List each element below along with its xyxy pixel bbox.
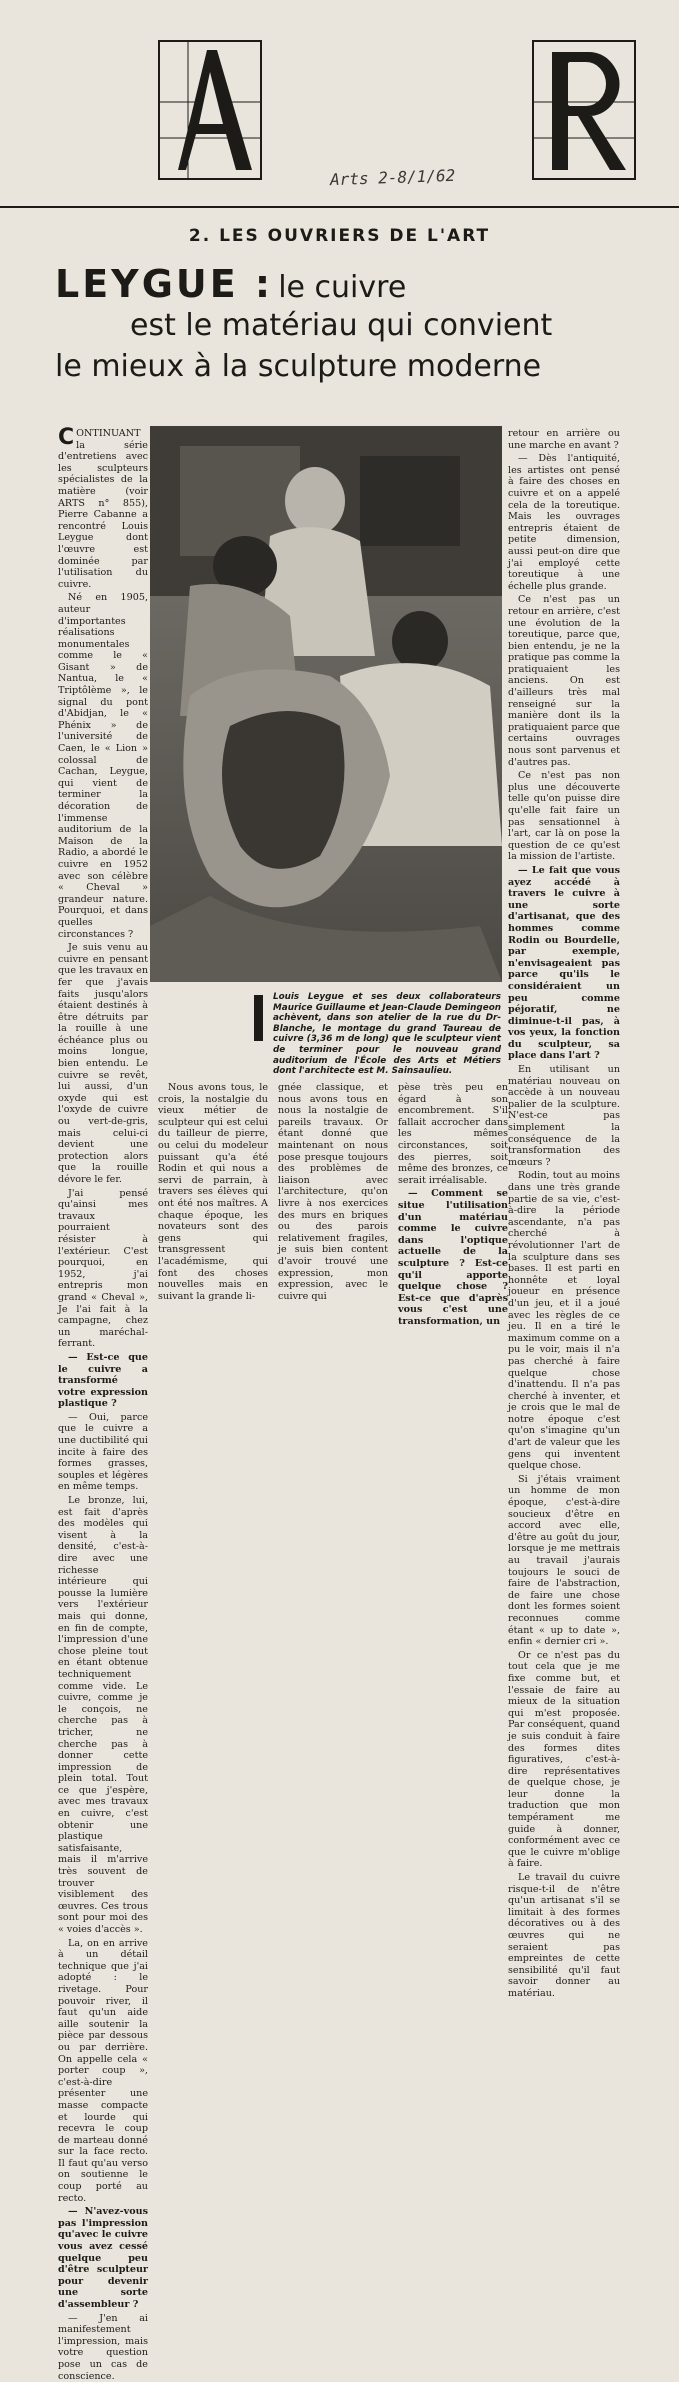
article-column-bottom-2 <box>278 1082 388 1302</box>
headline-name: LEYGUE : <box>55 262 274 306</box>
photo-caption: Louis Leygue et ses deux collaborateurs Maurice Guillaume et Jean-Claude Demingeon achèvent, dans son atelier de la rue du Dr-Blanche, le montage du grand Taureau de cuivre (3,36 m de long) que le sculpteur vient de terminer pour le nouveau grand auditorium de l'École des Arts et Métiers dont l'architecte est M. Sainsaulieu. <box>273 992 501 1077</box>
paragraph: retour en arrière ou une marche en avant ? <box>508 428 620 451</box>
paragraph: gnée classique, et nous avons tous en nous la nostalgie de pareils travaux. Or étant donné que maintenant on nous pose presque toujours des problèmes de liaison avec l'architecture, qu'on livre à nos exercices des murs en briques ou des parois relativement fragiles, je suis bien content d'avoir trouvé une expression, mon expression, avec le cuivre qui <box>278 1082 388 1302</box>
paragraph: — Oui, parce que le cuivre a une ductibilité qui incite à faire des formes grasses, souples et légères en même temps. <box>58 1411 148 1493</box>
handwritten-date-note: Arts 2-8/1/62 <box>329 165 456 190</box>
interview-question: — Est-ce que le cuivre a transformé votre expression plastique ? <box>58 1351 148 1410</box>
photo-illustration <box>150 426 502 982</box>
headline-line-3: le mieux à la sculpture moderne <box>55 349 542 384</box>
masthead-divider <box>0 206 679 208</box>
paragraph: La, on en arrive à un détail technique que j'ai adopté : le rivetage. Pour pouvoir river, il faut qu'un aide aille soutenir la pièce par dessous ou par derrière. On appelle cela « porter coup », c'est-à-dire présenter une masse compacte et lourde qui recevra le coup de marteau donné sur la face recto. Il faut qu'au verso on soutienne le coup porté au recto. <box>58 1937 148 2204</box>
paragraph: En utilisant un matériau nouveau on accède à un nouveau palier de la sculpture. N'est-ce pas simplement la conséquence de la transformation des mœurs ? <box>508 1064 620 1168</box>
paragraph: pèse très peu en égard à son encombrement. S'il fallait accrocher dans les mêmes circonstances, soit des pierres, soit même des bronzes, ce serait irréalisable. <box>398 1082 508 1186</box>
paragraph: — Dès l'antiquité, les artistes ont pensé à faire des choses en cuivre et on a appelé cela de la toreutique. Mais les ouvrages entrepris étaient de petite dimension, aussi peut-on dire que j'ai employé cette toreutique à une échelle plus grande. <box>508 453 620 592</box>
paragraph: Le travail du cuivre risque-t-il de n'être qu'un artisanat s'il se limitait à des formes décoratives ou à des œuvres qui ne seraient pas empreintes de cette sensibilité qu'il faut savoir donner au matériau. <box>508 1872 620 1999</box>
interview-question: — Le fait que vous ayez accédé à travers le cuivre à une sorte d'artisanat, que des hommes comme Rodin ou Bourdelle, par exemple, n'envisageaient pas parce qu'ils le considéraient un peu comme péjoratif, ne diminue-t-il pas, à vos yeux, la fonction du sculpteur, sa place dans l'art ? <box>508 864 620 1062</box>
paragraph: Le bronze, lui, est fait d'après des modèles qui visent à la densité, c'est-à-dire avec une richesse intérieure qui pousse la lumière vers l'extérieur mais qui donne, en fin de compte, l'impression d'une chose pleine tout en étant obtenue techniquement comme vide. Le cuivre, comme je le conçois, ne cherche pas à tricher, ne cherche pas à donner cette impression de plein total. Tout ce que j'espère, avec mes travaux en cuivre, c'est obtenir une plastique satisfaisante, mais il m'arrive très souvent de trouver visiblement des œuvres. Ces trous sont pour moi des « voies d'accès ». <box>58 1495 148 1935</box>
headline <box>55 262 655 384</box>
headline-line-2: est le matériau qui convient <box>130 308 553 343</box>
paragraph: Né en 1905, auteur d'importantes réalisations monumentales comme le « Gisant » de Nantua, le « Triptôlème », le signal du pont d'Abidjan, le « Phénix » de l'université de Caen, le « Lion » colossal de Cachan, Leygue, qui vient de terminer la décoration de l'immense auditorium de la Maison de la Radio, a abordé le cuivre en 1952 avec son célèbre « Cheval » grandeur nature. Pourquoi, et dans quelles circonstances ? <box>58 592 148 940</box>
article-column-bottom-1 <box>158 1082 268 1302</box>
headline-line-1: le cuivre <box>278 270 407 305</box>
paragraph: Ce n'est pas un retour en arrière, c'est une évolution de la toreutique, parce que, bien entendu, je ne la pratique pas comme la pratiquaient les anciens. On est d'ailleurs très mal renseigné sur la manière dont ils la pratiquaient parce que certains ouvrages nous sont parvenus et d'autres pas. <box>508 594 620 768</box>
masthead <box>0 0 679 210</box>
paragraph: J'ai pensé qu'ainsi mes travaux pourraient résister à l'extérieur. C'est pourquoi, en 1952, j'ai entrepris mon grand « Cheval », Je l'ai fait à la campagne, chez un maréchal-ferrant. <box>58 1187 148 1350</box>
workshop-photograph <box>150 426 502 982</box>
logo-letter-r <box>532 40 636 180</box>
paragraph: Ce n'est pas non plus une découverte telle qu'on puisse dire qu'elle fait faire un pas sensationnel à l'art, car là on pose la question de ce qu'est la mission de l'artiste. <box>508 770 620 863</box>
article-column-left <box>58 425 148 2382</box>
letter-r-graphic <box>534 42 634 178</box>
paragraph: — J'en ai manifestement l'impression, mais votre question pose un cas de conscience. <box>58 2312 148 2382</box>
interview-question: — Comment se situe l'utilisation d'un matériau comme le cuivre dans l'optique actuelle de la sculpture ? Est-ce qu'il apporte quelque chose ? Est-ce que d'après vous c'est une transformation, un <box>398 1188 508 1327</box>
paragraph: Je suis venu au cuivre en pensant que les travaux en fer que j'avais faits jusqu'alors étaient destinés à être détruits par la rouille à une échéance plus ou moins longue, bien entendu. Le cuivre se revêt, lui aussi, d'un oxyde qui est l'oxyde de cuivre ou vert-de-gris, mais celui-ci devient une protection alors que la rouille dévore le fer. <box>58 942 148 1185</box>
interview-question: — N'avez-vous pas l'impression qu'avec le cuivre vous avez cessé quelque peu d'être sculpteur pour devenir une sorte d'assembleur ? <box>58 2206 148 2310</box>
series-title: 2. LES OUVRIERS DE L'ART <box>188 226 491 246</box>
logo-letter-a <box>158 40 262 180</box>
letter-a-graphic <box>160 42 260 178</box>
intro-paragraph: ONTINUANT la série d'entretiens avec les sculpteurs spécialistes de la matière (voir ARTS n° 855), Pierre Cabanne a rencontré Louis Leygue dont l'œuvre est dominée par l'utilisation du cuivre. <box>58 428 148 590</box>
caption-marker <box>254 995 263 1041</box>
paragraph: Si j'étais vraiment un homme de mon époque, c'est-à-dire soucieux d'être en accord avec elle, d'être au goût du jour, lorsque je me mettrais au travail j'aurais toujours le souci de faire de l'abstraction, de faire une chose dont les formes soient reconnues comme étant « up to date », enfin « dernier cri ». <box>508 1473 620 1648</box>
article-column-bottom-3 <box>398 1082 508 1327</box>
paragraph: Nous avons tous, le crois, la nostalgie du vieux métier de sculpteur qui est celui du tailleur de pierre, ou celui du modeleur puissant qu'a été Rodin et qui nous a servi de parrain, à travers ses élèves qui ont été nos maîtres. A chaque époque, les novateurs sont des gens qui transgressent l'académisme, qui font des choses nouvelles mais en suivant la grande li- <box>158 1082 268 1302</box>
paragraph: Rodin, tout au moins dans une très grande partie de sa vie, c'est-à-dire la période ascendante, n'a pas cherché à révolutionner l'art de la sculpture dans ses bases. Il est parti en honnête et loyal joueur en présence d'un jeu, et il a joué avec les règles de ce jeu. Il en a tiré le maximum comme on a pu le voir, mais il n'a pas cherché à faire quelque chose d'inattendu. Il n'a pas cherché à inventer, et je crois que le mal de notre époque c'est qu'on s'imagine qu'un d'art de valeur que les gens qui inventent quelque chose. <box>508 1170 620 1472</box>
drop-cap: C <box>58 425 75 450</box>
article-column-right <box>508 428 620 1999</box>
paragraph: Or ce n'est pas du tout cela que je me fixe comme but, et l'essaie de faire au mieux de la situation qui m'est proposée. Par conséquent, quand je suis conduit à faire des formes dites figuratives, c'est-à-dire représentatives de quelque chose, je leur donne la traduction que mon tempérament me guide à donner, conformément avec ce que le cuivre m'oblige à faire. <box>508 1649 620 1870</box>
